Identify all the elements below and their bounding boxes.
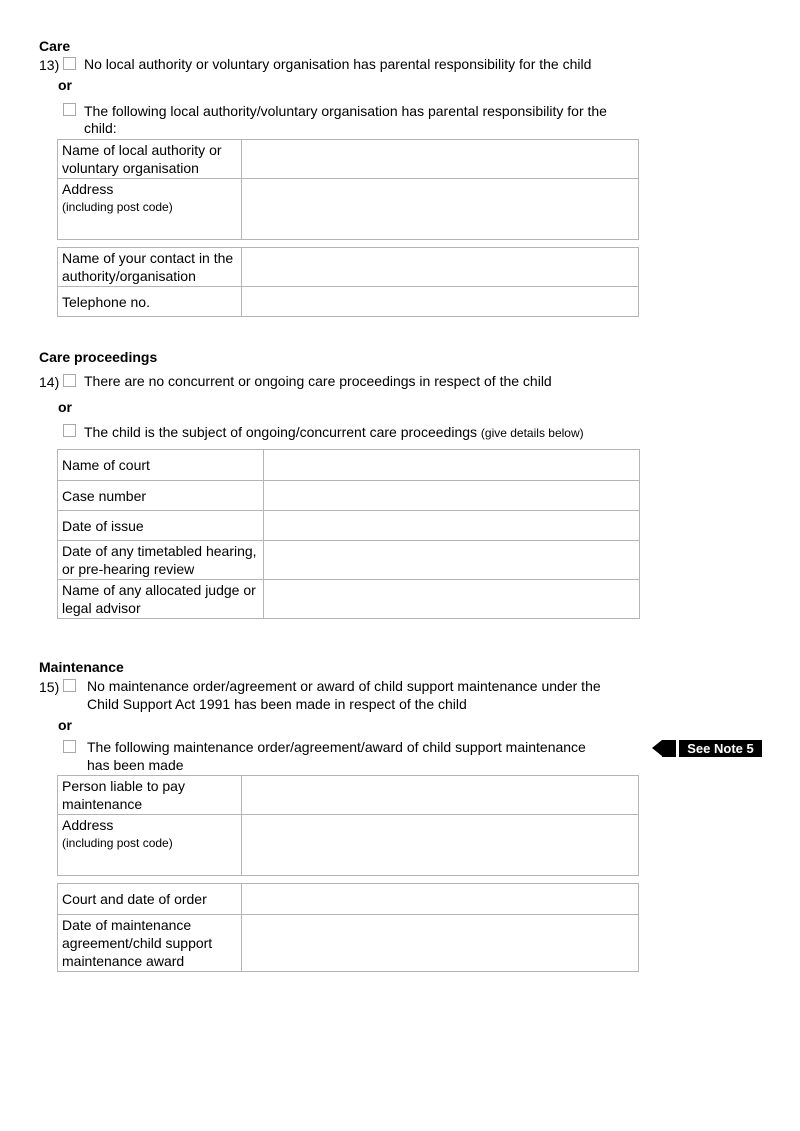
- maintenance-none-checkbox[interactable]: [63, 679, 76, 692]
- telephone-cell: [242, 287, 639, 317]
- maintenance-order-checkbox[interactable]: [63, 740, 76, 753]
- maintenance-heading: Maintenance: [39, 659, 124, 675]
- contact-name-cell: [242, 248, 639, 287]
- question-15-number: 15): [39, 679, 60, 695]
- case-number-cell: [264, 481, 640, 511]
- judge-name-cell: [264, 580, 640, 619]
- see-note-5-label: See Note 5: [679, 740, 762, 757]
- care-heading: Care: [39, 38, 71, 54]
- proceedings-details-table: [57, 449, 640, 619]
- court-name-cell: [264, 450, 640, 481]
- hearing-date-cell: [264, 541, 640, 580]
- court-name-label: Name of court: [58, 450, 264, 481]
- liable-address-sub-label: (including post code): [62, 836, 173, 850]
- issue-date-input[interactable]: [264, 516, 639, 536]
- judge-name-label: Name of any allocated judge or legal advisor: [58, 580, 264, 619]
- case-number-label: Case number: [58, 481, 264, 511]
- agreement-date-input[interactable]: [242, 915, 638, 968]
- judge-name-input[interactable]: [264, 589, 639, 609]
- liable-person-input[interactable]: [242, 776, 638, 796]
- proceedings-ongoing-checkbox[interactable]: [63, 424, 76, 437]
- liable-address-label-cell: [58, 815, 242, 876]
- liable-person-label: Person liable to pay maintenance: [58, 776, 242, 815]
- care-proceedings-heading: Care proceedings: [39, 349, 158, 365]
- proceedings-option-1-label: There are no concurrent or ongoing care proceedings in respect of the child: [84, 373, 552, 389]
- maintenance-option-2-label-line2: has been made: [87, 757, 184, 773]
- proceedings-or-label: or: [58, 399, 72, 415]
- care-option-1-label: No local authority or voluntary organisation has parental responsibility for the child: [84, 56, 592, 72]
- authority-address-label: Address: [62, 181, 114, 197]
- question-13-number: 13): [39, 57, 60, 73]
- court-name-input[interactable]: [264, 455, 639, 475]
- telephone-label: Telephone no.: [58, 287, 242, 317]
- authority-address-label-cell: [58, 179, 242, 240]
- hearing-date-label: Date of any timetabled hearing, or pre-hearing review: [58, 541, 264, 580]
- care-contact-table: [57, 247, 639, 317]
- note-arrow-icon: [652, 740, 662, 756]
- maintenance-option-2-label-line1: The following maintenance order/agreement/award of child support maintenance: [87, 739, 586, 755]
- court-date-order-cell: [242, 884, 639, 915]
- contact-name-label: Name of your contact in the authority/organisation: [58, 248, 242, 287]
- telephone-input[interactable]: [242, 287, 638, 307]
- authority-name-label: Name of local authority or voluntary organisation: [58, 140, 242, 179]
- court-date-order-label: Court and date of order: [58, 884, 242, 915]
- contact-name-input[interactable]: [242, 248, 638, 268]
- proceedings-option-2-label-row: [84, 423, 584, 442]
- care-authority-checkbox[interactable]: [63, 103, 76, 116]
- question-14-number: 14): [39, 374, 60, 390]
- authority-address-cell: [242, 179, 639, 240]
- maintenance-order-table: [57, 883, 639, 972]
- maintenance-option-1-label-line2: Child Support Act 1991 has been made in respect of the child: [87, 696, 467, 712]
- maintenance-or-label: or: [58, 717, 72, 733]
- liable-address-input[interactable]: [242, 815, 638, 875]
- issue-date-cell: [264, 511, 640, 541]
- proceedings-option-2-label: The child is the subject of ongoing/concurrent care proceedings: [84, 424, 478, 440]
- authority-address-input[interactable]: [242, 179, 638, 239]
- care-authority-table: [57, 139, 639, 240]
- care-option-2-label-line2: child:: [84, 120, 117, 136]
- hearing-date-input[interactable]: [264, 550, 639, 570]
- care-no-authority-checkbox[interactable]: [63, 57, 76, 70]
- care-option-2-label-line1: The following local authority/voluntary organisation has parental responsibility for the: [84, 103, 607, 119]
- maintenance-person-table: [57, 775, 639, 876]
- liable-address-label: Address: [62, 817, 114, 833]
- note-tag-bar: [662, 740, 676, 757]
- proceedings-option-2-sub-label: (give details below): [480, 426, 584, 440]
- maintenance-option-1-label-line1: No maintenance order/agreement or award of child support maintenance under the: [87, 678, 601, 694]
- agreement-date-label: Date of maintenance agreement/child support maintenance award: [58, 915, 242, 972]
- issue-date-label: Date of issue: [58, 511, 264, 541]
- proceedings-none-checkbox[interactable]: [63, 374, 76, 387]
- agreement-date-cell: [242, 915, 639, 972]
- liable-person-cell: [242, 776, 639, 815]
- see-note-5-tag: [652, 740, 762, 757]
- liable-address-cell: [242, 815, 639, 876]
- authority-address-sub-label: (including post code): [62, 200, 173, 214]
- authority-name-cell: [242, 140, 639, 179]
- care-or-label: or: [58, 77, 72, 93]
- court-date-order-input[interactable]: [242, 884, 638, 904]
- authority-name-input[interactable]: [242, 140, 638, 160]
- case-number-input[interactable]: [264, 486, 639, 506]
